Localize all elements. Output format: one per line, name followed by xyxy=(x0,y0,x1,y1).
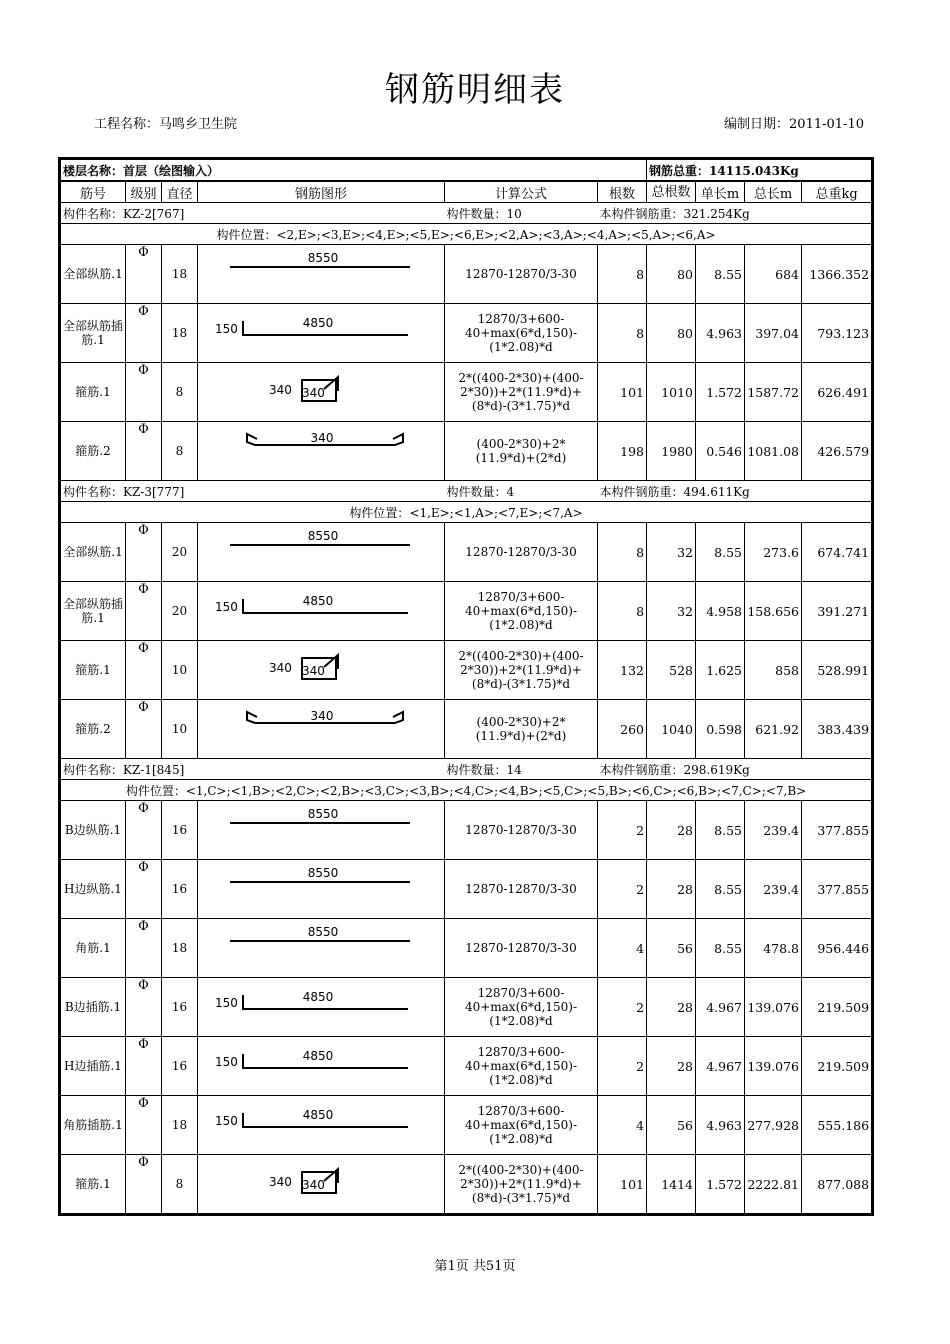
bar-formula: (400-2*30)+2*(11.9*d)+(2*d) xyxy=(445,700,598,759)
header-grade: 级别 xyxy=(126,181,162,203)
bar-total-count: 56 xyxy=(647,1096,696,1155)
bar-grade: Φ xyxy=(126,801,162,860)
component-weight: 本构件钢筋重：298.619Kg xyxy=(598,759,873,780)
bar-grade: Φ xyxy=(126,523,162,582)
bar-count: 2 xyxy=(598,1037,647,1096)
rebar-shape-straight xyxy=(200,860,445,918)
bar-name: 角筋.1 xyxy=(60,919,126,978)
bar-weight: 1366.352 xyxy=(802,245,873,304)
rebar-shape-hook xyxy=(200,1096,445,1154)
bar-grade: Φ xyxy=(126,860,162,919)
bar-name: B边纵筋.1 xyxy=(60,801,126,860)
bar-row xyxy=(60,860,873,919)
stirrup-inner-label: 340 xyxy=(302,386,325,400)
hook-length-label: 150 xyxy=(215,600,238,614)
bar-count: 198 xyxy=(598,422,647,481)
bar-weight: 793.123 xyxy=(802,304,873,363)
component-count: 构件数量：4 xyxy=(445,481,598,502)
bar-name: 全部纵筋.1 xyxy=(60,245,126,304)
bar-diameter: 20 xyxy=(162,582,198,641)
bar-unit-length: 1.572 xyxy=(696,1155,745,1215)
bar-shape xyxy=(198,860,445,919)
rebar-shape-straight xyxy=(200,801,445,859)
bar-name: B边插筋.1 xyxy=(60,978,126,1037)
hook-length-label: 150 xyxy=(215,996,238,1010)
bar-unit-length: 8.55 xyxy=(696,801,745,860)
bar-shape xyxy=(198,801,445,860)
bar-count: 4 xyxy=(598,919,647,978)
bar-unit-length: 0.598 xyxy=(696,700,745,759)
bar-row xyxy=(60,582,873,641)
bar-unit-length: 4.963 xyxy=(696,1096,745,1155)
component-row xyxy=(60,203,873,224)
bar-diameter: 18 xyxy=(162,245,198,304)
rebar-shape-hook xyxy=(200,304,445,362)
bar-diameter: 8 xyxy=(162,363,198,422)
component-position-row xyxy=(60,780,873,801)
bar-shape xyxy=(198,1096,445,1155)
bar-name: 全部纵筋插筋.1 xyxy=(60,304,126,363)
page-title: 钢筋明细表 xyxy=(385,70,565,110)
rebar-shape-stirrup xyxy=(200,363,445,421)
floor-row xyxy=(60,159,873,182)
bar-formula: (400-2*30)+2*(11.9*d)+(2*d) xyxy=(445,422,598,481)
bar-total-length: 478.8 xyxy=(745,919,802,978)
bar-total-count: 32 xyxy=(647,582,696,641)
bar-diameter: 16 xyxy=(162,1037,198,1096)
bar-weight: 877.088 xyxy=(802,1155,873,1215)
header-count: 根数 xyxy=(598,181,647,203)
bar-total-count: 28 xyxy=(647,860,696,919)
bar-formula: 12870-12870/3-30 xyxy=(445,860,598,919)
bar-diameter: 16 xyxy=(162,860,198,919)
bar-shape xyxy=(198,641,445,700)
floor-total-weight: 钢筋总重：14115.043Kg xyxy=(647,159,873,182)
rebar-shape-tie xyxy=(200,422,445,480)
header-unit-length: 单长m xyxy=(696,181,745,203)
bar-total-count: 1010 xyxy=(647,363,696,422)
bar-length-label: 4850 xyxy=(302,990,334,1004)
project-name: 工程名称：马鸣乡卫生院 xyxy=(94,117,238,132)
header-total-weight: 总重kg xyxy=(802,181,873,203)
bar-total-count: 28 xyxy=(647,801,696,860)
bar-grade: Φ xyxy=(126,422,162,481)
bar-diameter: 8 xyxy=(162,422,198,481)
component-count: 构件数量：10 xyxy=(445,203,598,224)
bar-name: H边插筋.1 xyxy=(60,1037,126,1096)
component-count: 构件数量：14 xyxy=(445,759,598,780)
bar-diameter: 16 xyxy=(162,978,198,1037)
hook-length-label: 150 xyxy=(215,1114,238,1128)
bar-count: 2 xyxy=(598,801,647,860)
bar-name: 箍筋.1 xyxy=(60,363,126,422)
bar-total-count: 80 xyxy=(647,245,696,304)
bar-total-count: 1980 xyxy=(647,422,696,481)
bar-formula: 12870/3+600-40+max(6*d,150)-(1*2.08)*d xyxy=(445,978,598,1037)
bar-grade: Φ xyxy=(126,1096,162,1155)
bar-length-label: 8550 xyxy=(307,925,339,939)
bar-grade: Φ xyxy=(126,1037,162,1096)
bar-shape xyxy=(198,523,445,582)
component-position: 构件位置：<1,C>;<1,B>;<2,C>;<2,B>;<3,C>;<3,B>;<4,C>;<4,B>;<5,C>;<5,B>;<6,C>;<6,B>;<7,C>;<7,B> xyxy=(60,780,873,801)
header-row xyxy=(60,181,873,203)
component-name: 构件名称：KZ-2[767] xyxy=(60,203,445,224)
bar-name: 角筋插筋.1 xyxy=(60,1096,126,1155)
bar-total-length: 684 xyxy=(745,245,802,304)
bar-weight: 674.741 xyxy=(802,523,873,582)
bar-formula: 12870/3+600-40+max(6*d,150)-(1*2.08)*d xyxy=(445,582,598,641)
component-row xyxy=(60,759,873,780)
tie-length-label: 340 xyxy=(310,431,334,445)
bar-total-length: 277.928 xyxy=(745,1096,802,1155)
bar-formula: 12870-12870/3-30 xyxy=(445,523,598,582)
bar-shape xyxy=(198,582,445,641)
bar-weight: 956.446 xyxy=(802,919,873,978)
component-weight: 本构件钢筋重：321.254Kg xyxy=(598,203,873,224)
bar-weight: 377.855 xyxy=(802,801,873,860)
header-bar-no: 筋号 xyxy=(60,181,126,203)
bar-row xyxy=(60,304,873,363)
bar-total-count: 80 xyxy=(647,304,696,363)
bar-name: 箍筋.2 xyxy=(60,422,126,481)
bar-total-length: 1587.72 xyxy=(745,363,802,422)
bar-formula: 12870-12870/3-30 xyxy=(445,245,598,304)
bar-grade: Φ xyxy=(126,1155,162,1215)
hook-length-label: 150 xyxy=(215,1055,238,1069)
bar-formula: 12870/3+600-40+max(6*d,150)-(1*2.08)*d xyxy=(445,304,598,363)
bar-length-label: 8550 xyxy=(307,251,339,265)
bar-unit-length: 4.963 xyxy=(696,304,745,363)
bar-weight: 383.439 xyxy=(802,700,873,759)
bar-formula: 12870/3+600-40+max(6*d,150)-(1*2.08)*d xyxy=(445,1096,598,1155)
rebar-shape-straight xyxy=(200,245,445,303)
bar-unit-length: 8.55 xyxy=(696,245,745,304)
bar-shape xyxy=(198,700,445,759)
bar-shape xyxy=(198,978,445,1037)
bar-row xyxy=(60,978,873,1037)
bar-count: 2 xyxy=(598,978,647,1037)
bar-weight: 219.509 xyxy=(802,978,873,1037)
bar-grade: Φ xyxy=(126,582,162,641)
bar-total-length: 621.92 xyxy=(745,700,802,759)
component-position: 构件位置：<2,E>;<3,E>;<4,E>;<5,E>;<6,E>;<2,A>;<3,A>;<4,A>;<5,A>;<6,A> xyxy=(60,224,873,245)
bar-name: 全部纵筋插筋.1 xyxy=(60,582,126,641)
bar-grade: Φ xyxy=(126,919,162,978)
bar-length-label: 4850 xyxy=(302,1108,334,1122)
component-position: 构件位置：<1,E>;<1,A>;<7,E>;<7,A> xyxy=(60,502,873,523)
bar-diameter: 16 xyxy=(162,801,198,860)
bar-count: 2 xyxy=(598,860,647,919)
bar-grade: Φ xyxy=(126,304,162,363)
bar-diameter: 10 xyxy=(162,700,198,759)
bar-total-length: 158.656 xyxy=(745,582,802,641)
bar-row xyxy=(60,245,873,304)
header-total-length: 总长m xyxy=(745,181,802,203)
bar-total-count: 28 xyxy=(647,978,696,1037)
bar-length-label: 4850 xyxy=(302,594,334,608)
bar-diameter: 18 xyxy=(162,304,198,363)
hook-length-label: 150 xyxy=(215,322,238,336)
component-name: 构件名称：KZ-1[845] xyxy=(60,759,445,780)
header-shape: 钢筋图形 xyxy=(198,181,445,203)
rebar-shape-stirrup xyxy=(200,1155,445,1213)
bar-count: 8 xyxy=(598,245,647,304)
compile-date: 编制日期：2011-01-10 xyxy=(724,117,864,132)
bar-grade: Φ xyxy=(126,363,162,422)
bar-formula: 2*((400-2*30)+(400-2*30))+2*(11.9*d)+(8*d)-(3*1.75)*d xyxy=(445,1155,598,1215)
bar-row xyxy=(60,363,873,422)
bar-diameter: 18 xyxy=(162,919,198,978)
bar-formula: 12870-12870/3-30 xyxy=(445,801,598,860)
rebar-shape-hook xyxy=(200,582,445,640)
bar-total-length: 239.4 xyxy=(745,801,802,860)
header-formula: 计算公式 xyxy=(445,181,598,203)
bar-unit-length: 8.55 xyxy=(696,860,745,919)
bar-count: 4 xyxy=(598,1096,647,1155)
bar-row xyxy=(60,801,873,860)
bar-count: 8 xyxy=(598,582,647,641)
bar-total-length: 273.6 xyxy=(745,523,802,582)
bar-formula: 12870-12870/3-30 xyxy=(445,919,598,978)
bar-total-length: 139.076 xyxy=(745,1037,802,1096)
bar-row xyxy=(60,1155,873,1215)
stirrup-inner-label: 340 xyxy=(302,664,325,678)
bar-total-count: 1414 xyxy=(647,1155,696,1215)
bar-name: 箍筋.1 xyxy=(60,1155,126,1215)
header-total-count: 总根数 xyxy=(647,181,696,203)
rebar-shape-straight xyxy=(200,919,445,977)
bar-shape xyxy=(198,245,445,304)
floor-name: 楼层名称：首层（绘图输入） xyxy=(60,159,647,182)
bar-length-label: 8550 xyxy=(307,866,339,880)
page-footer: 第1页 共51页 xyxy=(434,1259,516,1274)
bar-length-label: 8550 xyxy=(307,529,339,543)
bar-shape xyxy=(198,919,445,978)
bar-weight: 377.855 xyxy=(802,860,873,919)
bar-count: 132 xyxy=(598,641,647,700)
bar-total-length: 1081.08 xyxy=(745,422,802,481)
bar-weight: 555.186 xyxy=(802,1096,873,1155)
bar-count: 8 xyxy=(598,523,647,582)
bar-formula: 12870/3+600-40+max(6*d,150)-(1*2.08)*d xyxy=(445,1037,598,1096)
bar-total-length: 397.04 xyxy=(745,304,802,363)
bar-row xyxy=(60,1037,873,1096)
bar-grade: Φ xyxy=(126,245,162,304)
bar-grade: Φ xyxy=(126,978,162,1037)
bar-length-label: 4850 xyxy=(302,1049,334,1063)
bar-total-count: 1040 xyxy=(647,700,696,759)
tie-length-label: 340 xyxy=(310,709,334,723)
bar-name: H边纵筋.1 xyxy=(60,860,126,919)
bar-unit-length: 1.625 xyxy=(696,641,745,700)
bar-weight: 626.491 xyxy=(802,363,873,422)
bar-diameter: 8 xyxy=(162,1155,198,1215)
bar-total-count: 32 xyxy=(647,523,696,582)
bar-count: 101 xyxy=(598,1155,647,1215)
bar-diameter: 18 xyxy=(162,1096,198,1155)
header-diameter: 直径 xyxy=(162,181,198,203)
component-weight: 本构件钢筋重：494.611Kg xyxy=(598,481,873,502)
bar-count: 101 xyxy=(598,363,647,422)
bar-shape xyxy=(198,422,445,481)
bar-weight: 426.579 xyxy=(802,422,873,481)
bar-shape xyxy=(198,304,445,363)
bar-formula: 2*((400-2*30)+(400-2*30))+2*(11.9*d)+(8*d)-(3*1.75)*d xyxy=(445,363,598,422)
bar-diameter: 10 xyxy=(162,641,198,700)
bar-diameter: 20 xyxy=(162,523,198,582)
bar-unit-length: 4.967 xyxy=(696,1037,745,1096)
bar-name: 箍筋.2 xyxy=(60,700,126,759)
bar-total-count: 56 xyxy=(647,919,696,978)
bar-total-length: 2222.81 xyxy=(745,1155,802,1215)
component-name: 构件名称：KZ-3[777] xyxy=(60,481,445,502)
bar-name: 箍筋.1 xyxy=(60,641,126,700)
component-position-row xyxy=(60,224,873,245)
bar-grade: Φ xyxy=(126,700,162,759)
bar-total-length: 858 xyxy=(745,641,802,700)
bar-row xyxy=(60,919,873,978)
stirrup-side-label: 340 xyxy=(269,661,292,675)
bar-shape xyxy=(198,1037,445,1096)
bar-count: 260 xyxy=(598,700,647,759)
bar-unit-length: 4.967 xyxy=(696,978,745,1037)
bar-total-count: 528 xyxy=(647,641,696,700)
bar-unit-length: 0.546 xyxy=(696,422,745,481)
bar-total-length: 139.076 xyxy=(745,978,802,1037)
bar-length-label: 4850 xyxy=(302,316,334,330)
bar-row xyxy=(60,523,873,582)
bar-row xyxy=(60,700,873,759)
component-position-row xyxy=(60,502,873,523)
bar-weight: 219.509 xyxy=(802,1037,873,1096)
bar-total-length: 239.4 xyxy=(745,860,802,919)
bar-row xyxy=(60,422,873,481)
bar-shape xyxy=(198,1155,445,1215)
stirrup-inner-label: 340 xyxy=(302,1178,325,1192)
bar-count: 8 xyxy=(598,304,647,363)
rebar-shape-stirrup xyxy=(200,641,445,699)
rebar-shape-tie xyxy=(200,700,445,758)
component-row xyxy=(60,481,873,502)
stirrup-side-label: 340 xyxy=(269,383,292,397)
bar-total-count: 28 xyxy=(647,1037,696,1096)
rebar-table xyxy=(58,157,874,1216)
rebar-shape-hook xyxy=(200,978,445,1036)
bar-unit-length: 1.572 xyxy=(696,363,745,422)
bar-weight: 391.271 xyxy=(802,582,873,641)
bar-unit-length: 4.958 xyxy=(696,582,745,641)
bar-shape xyxy=(198,363,445,422)
bar-name: 全部纵筋.1 xyxy=(60,523,126,582)
bar-length-label: 8550 xyxy=(307,807,339,821)
stirrup-side-label: 340 xyxy=(269,1175,292,1189)
bar-grade: Φ xyxy=(126,641,162,700)
bar-weight: 528.991 xyxy=(802,641,873,700)
rebar-shape-straight xyxy=(200,523,445,581)
bar-unit-length: 8.55 xyxy=(696,523,745,582)
bar-formula: 2*((400-2*30)+(400-2*30))+2*(11.9*d)+(8*d)-(3*1.75)*d xyxy=(445,641,598,700)
bar-row xyxy=(60,1096,873,1155)
rebar-shape-hook xyxy=(200,1037,445,1095)
bar-unit-length: 8.55 xyxy=(696,919,745,978)
bar-row xyxy=(60,641,873,700)
